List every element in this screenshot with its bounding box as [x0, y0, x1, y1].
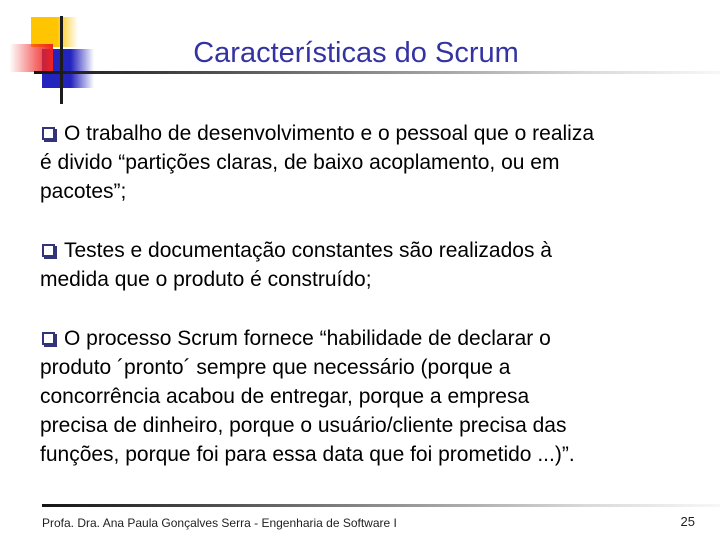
- bullet-square-icon: [42, 332, 55, 345]
- bullet-square-icon: [42, 244, 55, 257]
- bullet-item: [40, 119, 705, 206]
- bullet-text-line: [40, 119, 705, 148]
- bullet-text: medida que o produto é construído;: [40, 268, 372, 291]
- bullet-text-line: [40, 382, 705, 411]
- bullet-text-line: [40, 353, 705, 382]
- bullet-text-line: [40, 265, 705, 294]
- title-underline-rule: [34, 71, 720, 74]
- vertical-line-decoration: [60, 16, 63, 104]
- bullet-text-line: [40, 236, 705, 265]
- bullet-item: [40, 324, 705, 469]
- bullet-text: pacotes”;: [40, 180, 127, 203]
- footer-rule: [42, 504, 720, 507]
- slide-title: Características do Scrum: [193, 37, 519, 69]
- bullet-text: funções, porque foi para essa data que foi prometido ...)”.: [40, 443, 575, 466]
- bullet-text: O trabalho de desenvolvimento e o pessoal que o realiza: [64, 122, 595, 145]
- bullet-text-line: [40, 177, 705, 206]
- bullet-list: [40, 119, 705, 499]
- bullet-text-line: [40, 411, 705, 440]
- bullet-text: produto ´pronto´ sempre que necessário (porque a: [40, 356, 511, 379]
- footer-credit: Profa. Dra. Ana Paula Gonçalves Serra - Engenharia de Software I: [42, 516, 397, 530]
- bullet-text: Testes e documentação constantes são realizados à: [64, 239, 552, 262]
- bullet-square-icon: [42, 127, 55, 140]
- page-number: 25: [680, 514, 695, 529]
- bullet-text: O processo Scrum fornece “habilidade de declarar o: [64, 327, 551, 350]
- bullet-text: concorrência acabou de entregar, porque a empresa: [40, 385, 530, 408]
- bullet-text: precisa de dinheiro, porque o usuário/cliente precisa das: [40, 414, 567, 437]
- bullet-text-line: [40, 324, 705, 353]
- bullet-text-line: [40, 148, 705, 177]
- bullet-item: [40, 236, 705, 294]
- bullet-text: é divido “partições claras, de baixo acoplamento, ou em: [40, 151, 560, 174]
- bullet-text-line: [40, 440, 705, 469]
